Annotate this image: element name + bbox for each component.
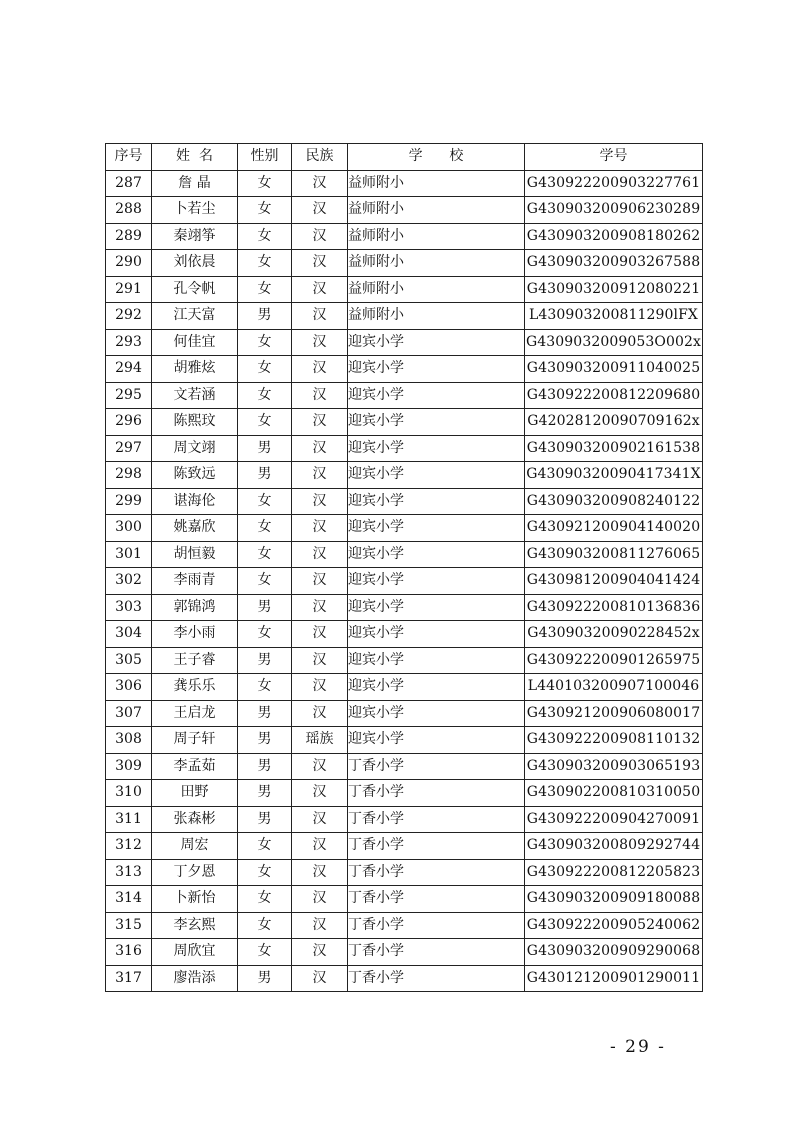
table-body bbox=[106, 170, 703, 992]
header-student-id: 学号 bbox=[525, 144, 703, 171]
cell-no: 316 bbox=[106, 939, 152, 966]
cell-ethnicity: 汉 bbox=[292, 886, 348, 913]
cell-name: 龚乐乐 bbox=[152, 674, 238, 701]
cell-no: 314 bbox=[106, 886, 152, 913]
cell-no: 311 bbox=[106, 806, 152, 833]
table-row bbox=[106, 515, 703, 542]
cell-ethnicity: 汉 bbox=[292, 594, 348, 621]
cell-ethnicity: 汉 bbox=[292, 780, 348, 807]
cell-student-id: G430903200911040025 bbox=[525, 356, 703, 383]
cell-gender: 女 bbox=[238, 170, 292, 197]
cell-gender: 女 bbox=[238, 488, 292, 515]
cell-ethnicity: 汉 bbox=[292, 303, 348, 330]
cell-school: 丁香小学 bbox=[348, 780, 525, 807]
cell-gender: 女 bbox=[238, 674, 292, 701]
header-gender: 性别 bbox=[238, 144, 292, 171]
cell-student-id: G430922200903227761 bbox=[525, 170, 703, 197]
cell-name: 何佳宜 bbox=[152, 329, 238, 356]
table-row bbox=[106, 647, 703, 674]
cell-gender: 男 bbox=[238, 594, 292, 621]
cell-gender: 男 bbox=[238, 727, 292, 754]
cell-ethnicity: 汉 bbox=[292, 223, 348, 250]
cell-gender: 女 bbox=[238, 939, 292, 966]
cell-student-id: G430903200809292744 bbox=[525, 833, 703, 860]
cell-gender: 女 bbox=[238, 356, 292, 383]
cell-no: 295 bbox=[106, 382, 152, 409]
header-school: 学 校 bbox=[348, 144, 525, 171]
table-row bbox=[106, 833, 703, 860]
cell-school: 益师附小 bbox=[348, 303, 525, 330]
cell-ethnicity: 瑶族 bbox=[292, 727, 348, 754]
cell-student-id: G430903200908180262 bbox=[525, 223, 703, 250]
cell-no: 313 bbox=[106, 859, 152, 886]
cell-name: 王子睿 bbox=[152, 647, 238, 674]
cell-school: 迎宾小学 bbox=[348, 700, 525, 727]
table-row bbox=[106, 356, 703, 383]
cell-ethnicity: 汉 bbox=[292, 250, 348, 277]
cell-gender: 男 bbox=[238, 435, 292, 462]
table-row bbox=[106, 170, 703, 197]
cell-no: 310 bbox=[106, 780, 152, 807]
student-roster-table bbox=[105, 143, 703, 992]
cell-school: 迎宾小学 bbox=[348, 647, 525, 674]
cell-student-id: G430922200812209680 bbox=[525, 382, 703, 409]
cell-name: 陈致远 bbox=[152, 462, 238, 489]
cell-ethnicity: 汉 bbox=[292, 939, 348, 966]
cell-ethnicity: 汉 bbox=[292, 515, 348, 542]
cell-student-id: L440103200907100046 bbox=[525, 674, 703, 701]
cell-ethnicity: 汉 bbox=[292, 647, 348, 674]
table-row bbox=[106, 303, 703, 330]
cell-student-id: G430921200904140020 bbox=[525, 515, 703, 542]
cell-ethnicity: 汉 bbox=[292, 170, 348, 197]
cell-name: 李雨青 bbox=[152, 568, 238, 595]
cell-student-id: G430903200903267588 bbox=[525, 250, 703, 277]
cell-name: 李小雨 bbox=[152, 621, 238, 648]
cell-no: 294 bbox=[106, 356, 152, 383]
page-number: - 29 - bbox=[610, 1037, 666, 1057]
cell-no: 290 bbox=[106, 250, 152, 277]
table-row bbox=[106, 674, 703, 701]
cell-school: 迎宾小学 bbox=[348, 409, 525, 436]
cell-ethnicity: 汉 bbox=[292, 833, 348, 860]
cell-name: 王启龙 bbox=[152, 700, 238, 727]
table-row bbox=[106, 276, 703, 303]
table-row bbox=[106, 329, 703, 356]
cell-school: 迎宾小学 bbox=[348, 435, 525, 462]
cell-name: 胡恒毅 bbox=[152, 541, 238, 568]
table-row bbox=[106, 965, 703, 992]
cell-gender: 女 bbox=[238, 833, 292, 860]
cell-school: 迎宾小学 bbox=[348, 594, 525, 621]
cell-gender: 女 bbox=[238, 541, 292, 568]
cell-student-id: G42028120090709162x bbox=[525, 409, 703, 436]
cell-student-id: G430903200903065193 bbox=[525, 753, 703, 780]
cell-name: 田野 bbox=[152, 780, 238, 807]
cell-name: 卜若尘 bbox=[152, 197, 238, 224]
table-row bbox=[106, 223, 703, 250]
cell-school: 迎宾小学 bbox=[348, 674, 525, 701]
cell-name: 周欣宜 bbox=[152, 939, 238, 966]
table-row bbox=[106, 886, 703, 913]
cell-school: 丁香小学 bbox=[348, 806, 525, 833]
cell-gender: 男 bbox=[238, 965, 292, 992]
cell-student-id: G430903200902161538 bbox=[525, 435, 703, 462]
table-row bbox=[106, 197, 703, 224]
cell-school: 迎宾小学 bbox=[348, 568, 525, 595]
cell-no: 308 bbox=[106, 727, 152, 754]
cell-ethnicity: 汉 bbox=[292, 674, 348, 701]
cell-school: 迎宾小学 bbox=[348, 541, 525, 568]
cell-name: 周子轩 bbox=[152, 727, 238, 754]
cell-no: 304 bbox=[106, 621, 152, 648]
cell-student-id: G43090320090228452x bbox=[525, 621, 703, 648]
table-row bbox=[106, 621, 703, 648]
cell-name: 卜新怡 bbox=[152, 886, 238, 913]
cell-student-id: L430903200811290lFX bbox=[525, 303, 703, 330]
cell-ethnicity: 汉 bbox=[292, 276, 348, 303]
cell-name: 郭锦鸿 bbox=[152, 594, 238, 621]
table-row bbox=[106, 780, 703, 807]
cell-ethnicity: 汉 bbox=[292, 753, 348, 780]
cell-student-id: G430903200909180088 bbox=[525, 886, 703, 913]
table-header-row bbox=[106, 144, 703, 171]
cell-ethnicity: 汉 bbox=[292, 462, 348, 489]
cell-school: 益师附小 bbox=[348, 223, 525, 250]
cell-school: 丁香小学 bbox=[348, 859, 525, 886]
cell-name: 李孟茹 bbox=[152, 753, 238, 780]
cell-no: 299 bbox=[106, 488, 152, 515]
cell-ethnicity: 汉 bbox=[292, 965, 348, 992]
table-row bbox=[106, 250, 703, 277]
cell-gender: 男 bbox=[238, 303, 292, 330]
table-row bbox=[106, 806, 703, 833]
cell-school: 丁香小学 bbox=[348, 833, 525, 860]
cell-student-id: G430922200810136836 bbox=[525, 594, 703, 621]
cell-student-id: G430922200905240062 bbox=[525, 912, 703, 939]
cell-gender: 女 bbox=[238, 223, 292, 250]
cell-no: 305 bbox=[106, 647, 152, 674]
cell-name: 刘依晨 bbox=[152, 250, 238, 277]
cell-no: 297 bbox=[106, 435, 152, 462]
cell-ethnicity: 汉 bbox=[292, 621, 348, 648]
cell-name: 周文翊 bbox=[152, 435, 238, 462]
cell-student-id: G430922200908110132 bbox=[525, 727, 703, 754]
table-row bbox=[106, 753, 703, 780]
cell-no: 301 bbox=[106, 541, 152, 568]
cell-no: 303 bbox=[106, 594, 152, 621]
cell-student-id: G430981200904041424 bbox=[525, 568, 703, 595]
cell-gender: 女 bbox=[238, 568, 292, 595]
header-name: 姓 名 bbox=[152, 144, 238, 171]
cell-school: 迎宾小学 bbox=[348, 727, 525, 754]
cell-school: 丁香小学 bbox=[348, 965, 525, 992]
cell-ethnicity: 汉 bbox=[292, 859, 348, 886]
cell-name: 詹 晶 bbox=[152, 170, 238, 197]
cell-gender: 女 bbox=[238, 886, 292, 913]
cell-no: 315 bbox=[106, 912, 152, 939]
cell-name: 陈熙玟 bbox=[152, 409, 238, 436]
cell-gender: 女 bbox=[238, 409, 292, 436]
cell-no: 293 bbox=[106, 329, 152, 356]
cell-student-id: G43090320090417341X bbox=[525, 462, 703, 489]
cell-school: 迎宾小学 bbox=[348, 515, 525, 542]
cell-ethnicity: 汉 bbox=[292, 488, 348, 515]
cell-no: 302 bbox=[106, 568, 152, 595]
cell-student-id: G430921200906080017 bbox=[525, 700, 703, 727]
table-row bbox=[106, 939, 703, 966]
cell-student-id: G430903200909290068 bbox=[525, 939, 703, 966]
cell-gender: 女 bbox=[238, 197, 292, 224]
cell-no: 307 bbox=[106, 700, 152, 727]
cell-school: 益师附小 bbox=[348, 170, 525, 197]
cell-no: 288 bbox=[106, 197, 152, 224]
cell-school: 迎宾小学 bbox=[348, 356, 525, 383]
cell-name: 廖浩添 bbox=[152, 965, 238, 992]
cell-gender: 男 bbox=[238, 700, 292, 727]
cell-school: 益师附小 bbox=[348, 197, 525, 224]
cell-name: 谌海伦 bbox=[152, 488, 238, 515]
cell-name: 周宏 bbox=[152, 833, 238, 860]
student-roster-sheet bbox=[105, 143, 702, 992]
table-row bbox=[106, 912, 703, 939]
cell-no: 300 bbox=[106, 515, 152, 542]
cell-school: 迎宾小学 bbox=[348, 462, 525, 489]
table-row bbox=[106, 727, 703, 754]
cell-gender: 女 bbox=[238, 912, 292, 939]
cell-name: 张森彬 bbox=[152, 806, 238, 833]
table-row bbox=[106, 594, 703, 621]
table-row bbox=[106, 859, 703, 886]
cell-school: 迎宾小学 bbox=[348, 382, 525, 409]
cell-student-id: G430922200901265975 bbox=[525, 647, 703, 674]
cell-school: 丁香小学 bbox=[348, 912, 525, 939]
cell-no: 296 bbox=[106, 409, 152, 436]
cell-school: 迎宾小学 bbox=[348, 488, 525, 515]
cell-school: 丁香小学 bbox=[348, 886, 525, 913]
cell-no: 298 bbox=[106, 462, 152, 489]
cell-gender: 女 bbox=[238, 382, 292, 409]
cell-gender: 女 bbox=[238, 329, 292, 356]
cell-ethnicity: 汉 bbox=[292, 356, 348, 383]
cell-student-id: G430121200901290011 bbox=[525, 965, 703, 992]
cell-no: 312 bbox=[106, 833, 152, 860]
table-row bbox=[106, 409, 703, 436]
cell-student-id: G430903200811276065 bbox=[525, 541, 703, 568]
cell-no: 306 bbox=[106, 674, 152, 701]
cell-school: 丁香小学 bbox=[348, 939, 525, 966]
cell-school: 益师附小 bbox=[348, 276, 525, 303]
cell-gender: 女 bbox=[238, 276, 292, 303]
table-row bbox=[106, 568, 703, 595]
cell-ethnicity: 汉 bbox=[292, 382, 348, 409]
cell-ethnicity: 汉 bbox=[292, 329, 348, 356]
table-row bbox=[106, 488, 703, 515]
cell-school: 丁香小学 bbox=[348, 753, 525, 780]
cell-name: 李玄熙 bbox=[152, 912, 238, 939]
cell-gender: 男 bbox=[238, 753, 292, 780]
cell-gender: 女 bbox=[238, 515, 292, 542]
table-row bbox=[106, 382, 703, 409]
cell-name: 姚嘉欣 bbox=[152, 515, 238, 542]
cell-gender: 女 bbox=[238, 859, 292, 886]
cell-no: 287 bbox=[106, 170, 152, 197]
cell-ethnicity: 汉 bbox=[292, 700, 348, 727]
cell-ethnicity: 汉 bbox=[292, 409, 348, 436]
cell-gender: 女 bbox=[238, 621, 292, 648]
table-row bbox=[106, 435, 703, 462]
cell-name: 丁夕恩 bbox=[152, 859, 238, 886]
cell-ethnicity: 汉 bbox=[292, 435, 348, 462]
cell-gender: 女 bbox=[238, 250, 292, 277]
cell-ethnicity: 汉 bbox=[292, 568, 348, 595]
cell-student-id: G430903200908240122 bbox=[525, 488, 703, 515]
header-no: 序号 bbox=[106, 144, 152, 171]
cell-student-id: G430922200904270091 bbox=[525, 806, 703, 833]
cell-gender: 男 bbox=[238, 647, 292, 674]
cell-gender: 男 bbox=[238, 780, 292, 807]
cell-ethnicity: 汉 bbox=[292, 912, 348, 939]
cell-name: 胡雅炫 bbox=[152, 356, 238, 383]
cell-gender: 男 bbox=[238, 462, 292, 489]
cell-name: 秦翊筝 bbox=[152, 223, 238, 250]
table-row bbox=[106, 541, 703, 568]
cell-student-id: G430922200812205823 bbox=[525, 859, 703, 886]
cell-student-id: G4309032009053O002x bbox=[525, 329, 703, 356]
cell-name: 江天富 bbox=[152, 303, 238, 330]
cell-ethnicity: 汉 bbox=[292, 541, 348, 568]
cell-no: 289 bbox=[106, 223, 152, 250]
cell-student-id: G430903200912080221 bbox=[525, 276, 703, 303]
cell-student-id: G430902200810310050 bbox=[525, 780, 703, 807]
cell-no: 317 bbox=[106, 965, 152, 992]
cell-school: 益师附小 bbox=[348, 250, 525, 277]
cell-name: 文若涵 bbox=[152, 382, 238, 409]
cell-ethnicity: 汉 bbox=[292, 806, 348, 833]
cell-gender: 男 bbox=[238, 806, 292, 833]
cell-ethnicity: 汉 bbox=[292, 197, 348, 224]
cell-no: 309 bbox=[106, 753, 152, 780]
cell-student-id: G430903200906230289 bbox=[525, 197, 703, 224]
cell-no: 292 bbox=[106, 303, 152, 330]
table-row bbox=[106, 700, 703, 727]
cell-no: 291 bbox=[106, 276, 152, 303]
cell-school: 迎宾小学 bbox=[348, 329, 525, 356]
table-row bbox=[106, 462, 703, 489]
header-ethnicity: 民族 bbox=[292, 144, 348, 171]
cell-name: 孔令帆 bbox=[152, 276, 238, 303]
cell-school: 迎宾小学 bbox=[348, 621, 525, 648]
